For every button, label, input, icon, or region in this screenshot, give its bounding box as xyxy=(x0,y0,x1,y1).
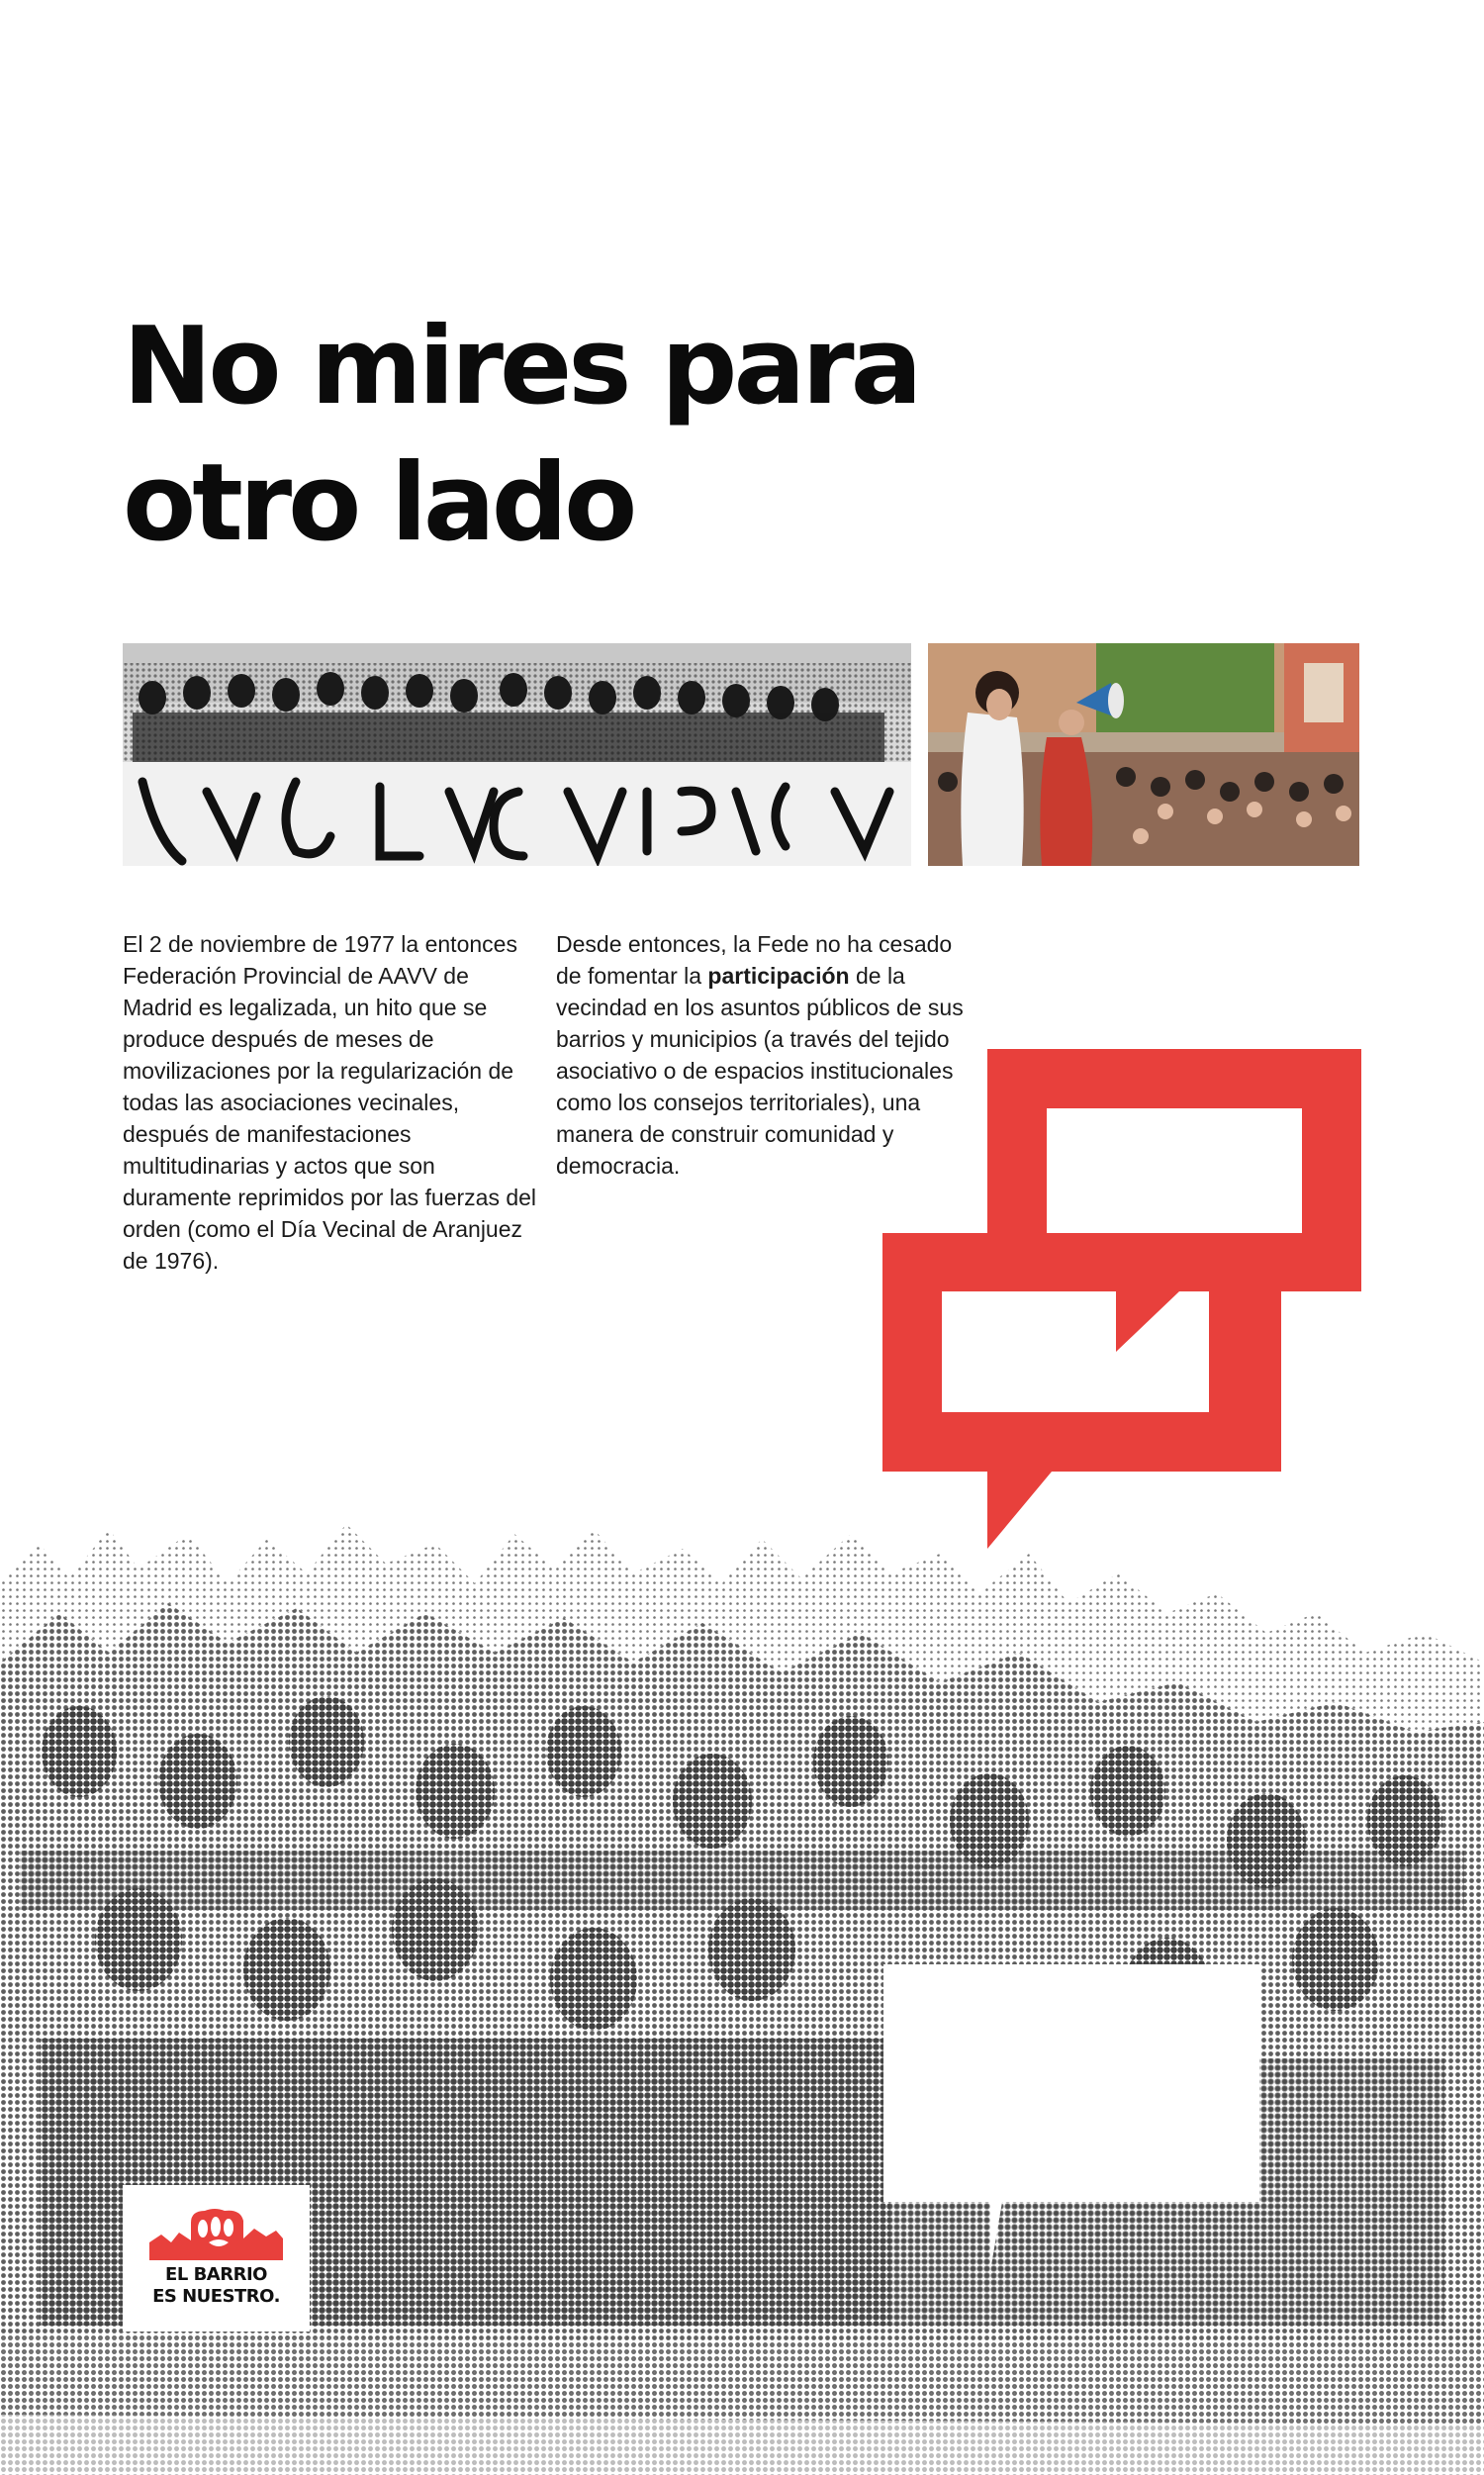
participation-text-end: de la vecindad en los asuntos públicos de sus barrios y municipios (a través del tejido asociativo o de espacios institucionales como los consejos territoriales), una manera de construir comunidad y democracia. xyxy=(556,963,964,1179)
historic-protest-photo xyxy=(123,643,911,866)
logo-wordmark xyxy=(123,2264,310,2308)
participation-highlight: participación xyxy=(707,963,850,989)
page-title xyxy=(123,299,918,572)
el-barrio-es-nuestro-logo xyxy=(123,2185,310,2332)
halftone-crowd-image xyxy=(0,1524,1484,2475)
logo-line-1: EL BARRIO xyxy=(165,2264,267,2285)
intro-text-left xyxy=(123,928,538,1277)
white-speech-bubble-icon xyxy=(883,1964,1259,2276)
history-paragraph: El 2 de noviembre de 1977 la entonces Federación Provincial de AAVV de Madrid es legalizada, un hito que se produce después de meses de movilizaciones por la regularización de todas las asociaciones vecinales, después de manifestaciones multitudinarias y actos que son duramente reprimidos por las fuerzas del orden (como el Día Vecinal de Aranjuez de 1976). xyxy=(123,931,537,1274)
speech-bubbles-icon xyxy=(882,1049,1361,1554)
historic-protest-image xyxy=(123,643,911,866)
megaphone-rally-image xyxy=(928,643,1359,866)
title-line-2: otro lado xyxy=(123,441,634,565)
participation-text-start: Desde entonces, la Fede no ha cesado de fomentar la xyxy=(556,931,953,989)
title-line-1: No mires para xyxy=(123,305,919,428)
fist-houses-icon xyxy=(149,2203,283,2262)
megaphone-rally-photo xyxy=(928,643,1359,866)
logo-line-2: ES NUESTRO. xyxy=(152,2286,280,2307)
